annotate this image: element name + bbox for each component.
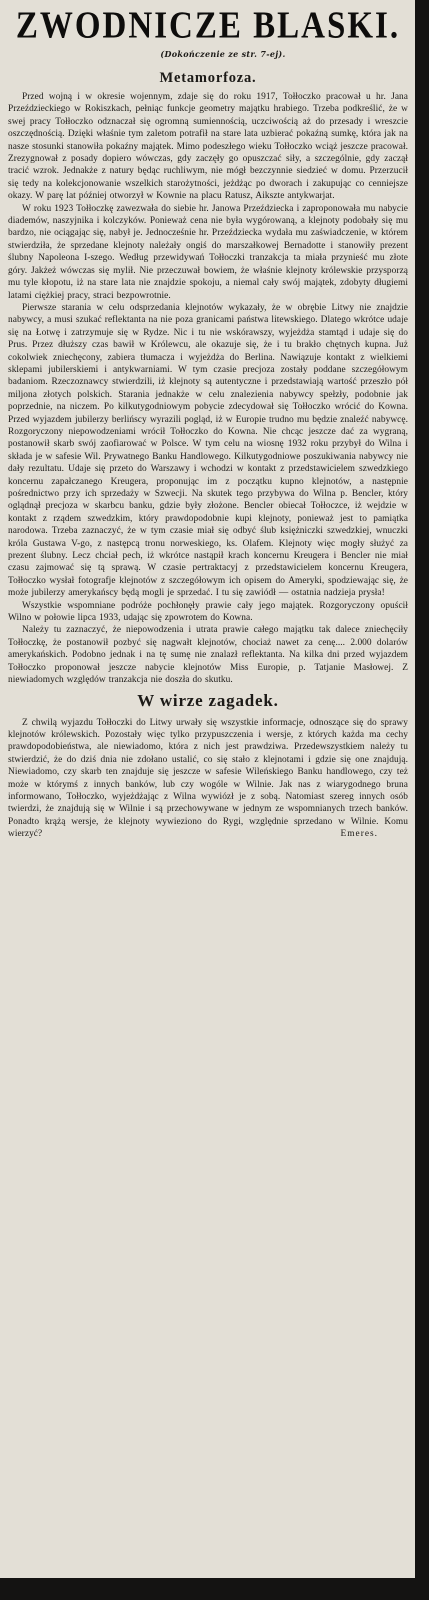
page-border-bottom [0,1578,429,1600]
continuation-note: (Dokończenie ze str. 7-ej). [160,49,286,59]
page-border-right [415,0,429,1600]
author-signature: Emeres. [340,828,378,839]
paragraph: Należy tu zaznaczyć, że niepowodzenia i utrata prawie całego majątku tak dalece zniechęciły Tołłoczkę, że postanowił pozbyć się nagwałt klejnotów, chociaż nawet za cenę.... 2.000 dolarów amerykańskich. Podobno jednak i na tę sumę nie znalazł reflektanta. Na kilka dni przed wyjazdem Tołłoczko proponował jeszcze nabycie klejnotów Miss Europie, p. Tatjanie Masłowej. Z niewiadomych względów tranzakcja nie doszła do skutku. [8,625,408,686]
paragraph: Pierwsze starania w celu odsprzedania klejnotów wykazały, że w obrębie Litwy nie znajdzie nabywcy, a musi szukać reflektanta na nie poza granicami państwa litewskiego. Dlatego wkrótce udaje się na Łotwę i zatrzymuje się w Rydze. Nic i tu nie wskórawszy, wyjeżdża stamtąd i udaje się do Prus. Przez dłuższy czas bawił w Królewcu, ale okazuje się, że i tu brakło chętnych kupna. Już cokolwiek zniechęcony, zabiera tłumacza i wyjeżdża do Berlina. Nawiązuje kontakt z wielkiemi sklepami jubilerskiemi i antykwarniami. W tym czasie precjoza zostały poddane szczegółowym badaniom. Rzeczoznawcy stwierdzili, iż klejnoty są autentyczne i przedstawiają wartość przeszło pół miljona złotych polskich. Starania jednakże w celu znalezienia nabywcy spełzły, podobnie jak poprzednie, na niczem. Po kilkutygodniowym pobycie zdecydował się Tołłoczko wrócić do Kowna. Przed wyjazdem jubilerzy berlińscy wyrazili pogląd, iż w Europie trudno mu będzie znaleźć nabywcę. Rozgoryczony niepowodzeniami wrócił Tołłoczko do Kowna. Nie chcąc jeszcze dać za wygraną, postanowił skarb swój zaofiarować w Polsce. W tym celu na wiosnę 1932 roku przybył do Wilna i składa je w safesie Wil. Prywatnego Banku Handlowego. Kilkutygodniowe poszukiwania nabywcy nie dały rezultatu. Udaje się przeto do Warszawy i wchodzi w kontakt z przedstawicielem szwedzkiego koncernu zapałczanego Kreugera, proponując im z początku kupno klejnotów, a następnie pośrednictwo przy ich sprzedaży w Szwecji. Na skutek tego przybywa do Wilna p. Bencler, który oglądnął precjoza w skarbcu banku, gdzie były złożone. Bencler obiecał Tołłoczce, iż wejdzie w kontakt z rządem szwedzkim, który prawdopodobnie kupi klejnoty, ponieważ jest to pamiątka narodowa. Trzeba zaznaczyć, że w tym czasie miał się odbyć ślub księżniczki szwedzkiej, wnuczki króla Gustawa V-go, z następcą tronu norweskiego, ks. Olafem. Klejnoty więc mogły służyć za prezent ślubny. Lecz chciał pech, iż wkrótce nastąpił krach koncernu Kreugera i Bencler nie miał czasu zajmować się tą sprawą. W czasie pertraktacyj z przedstawicielem koncernu Kreugera, Tołłoczko wysłał fotografje klejnotów z szczegółowym ich opisem do Ameryki, spodziewając się, że może jubilerzy amerykańscy będą mogli je sprzedać. I tu się zawiódł — ostatnia nadzieja prysła! [8,302,408,599]
article-title: ZWODNICZE BLASKI. [15,5,401,47]
section-heading-metamorfoza: Metamorfoza. [159,70,257,86]
section-heading-w-wirze-zagadek: W wirze zagadek. [137,690,279,710]
paragraph: Przed wojną i w okresie wojennym, zdaje się do roku 1917, Tołłoczko pracował u hr. Jana Przeździeckiego w Rokiszkach, pełniąc funkcje geometry majątku hrabiego. Trzeba podkreślić, że w swej pracy Tołłoczko odznaczał się ogromną sumiennością, uczciwością aż do przesady i wreszcie oszczędnością. Dzięki właśnie tym zaletom potrafił na stare lata uzbierać pokaźną sumkę, która jak na nasze stosunki stanowiła pokaźny majątek. Mimo podeszłego wieku Tołłoczko wciąż jeszcze pracował. Zrezygnował z posady dopiero wówczas, gdy zaczęły go opuszczać siły, a szczególnie, gdy zaczął tracić wzrok. Jednakże z natury będąc ruchliwym, nie mógł bezczynnie siedzieć w domu. Przerzucił się tedy na kolekcjonowanie wszelkich starożytności, jeżdżąc po dworach i zakupując co cenniejsze okazy. W parę lat później otworzył w Kownie na placu Ratusz, Aikszte antykwarjat. [8,92,408,202]
paragraph: W roku 1923 Tołłoczkę zawezwała do siebie hr. Janowa Przeździecka i zaproponowała mu nabycie diademów, naszyjnika i kolczyków. Ponieważ cena nie była wygórowaną, a klejnoty podobały się mu bardzo, nie ociągając się, nabył je. Jednocześnie hr. Przeździecka wydała mu zaświadczenie, w którem stwierdziła, że sprzedane klejnoty należały ongiś do marszałkowej Bernadotte i stanowiły prezent ślubny Napoleona I-szego. Według przewidywań Tołłoczki tranzakcja ta miała przynieść mu złote góry. Jakżeż wówczas się mylił. Nie przeczuwał bowiem, że właśnie klejnoty królewskie przysporzą mu tyle kłopotu, iż na stare lata nie znajdzie spokoju, a niemal cały swój majątek, zdobyty długiemi latami ciężkiej pracy, straci bezpowrotnie. [8,203,408,301]
article-column [8,4,408,839]
paragraph: Z chwilą wyjazdu Tołłoczki do Litwy urwały się wszystkie informacje, odnoszące się do sprawy klejnotów królewskich. Pozostały więc tylko przypuszczenia i wersje, z których każda ma cechy prawdopodobieństwa, ale niewiadomo, która z nich jest prawdziwa. Przedewszystkiem należy tu stwierdzić, że do dziś dnia nie zdołano ustalić, co się stało z klejnotami i gdzie się one znajdują. Niewiadomo, czy skarb ten znajduje się jeszcze w safesie Wileńskiego Banku handlowego, czy też może w którymś z innych banków, lub czy wogóle w Wilnie. Jak nas z wiarygodnego bruna informowano, Tołłoczko, wyjeżdżając z Wilna wywiózł je z sobą. Natomiast szereg innych osób twierdzi, że znajdują się w Wilnie i są przechowywane w jednym ze wspomnianych trzech banków. Ponadto krążą wersje, że klejnoty wywieziono do Rygi, względnie sprzedano w Wilnie. Komu wierzyć? [8,717,408,840]
paragraph: Wszystkie wspomniane podróże pochłonęły prawie cały jego majątek. Rozgoryczony opuścił Wilno w połowie lipca 1933, udając się zpowrotem do Kowna. [8,600,408,624]
